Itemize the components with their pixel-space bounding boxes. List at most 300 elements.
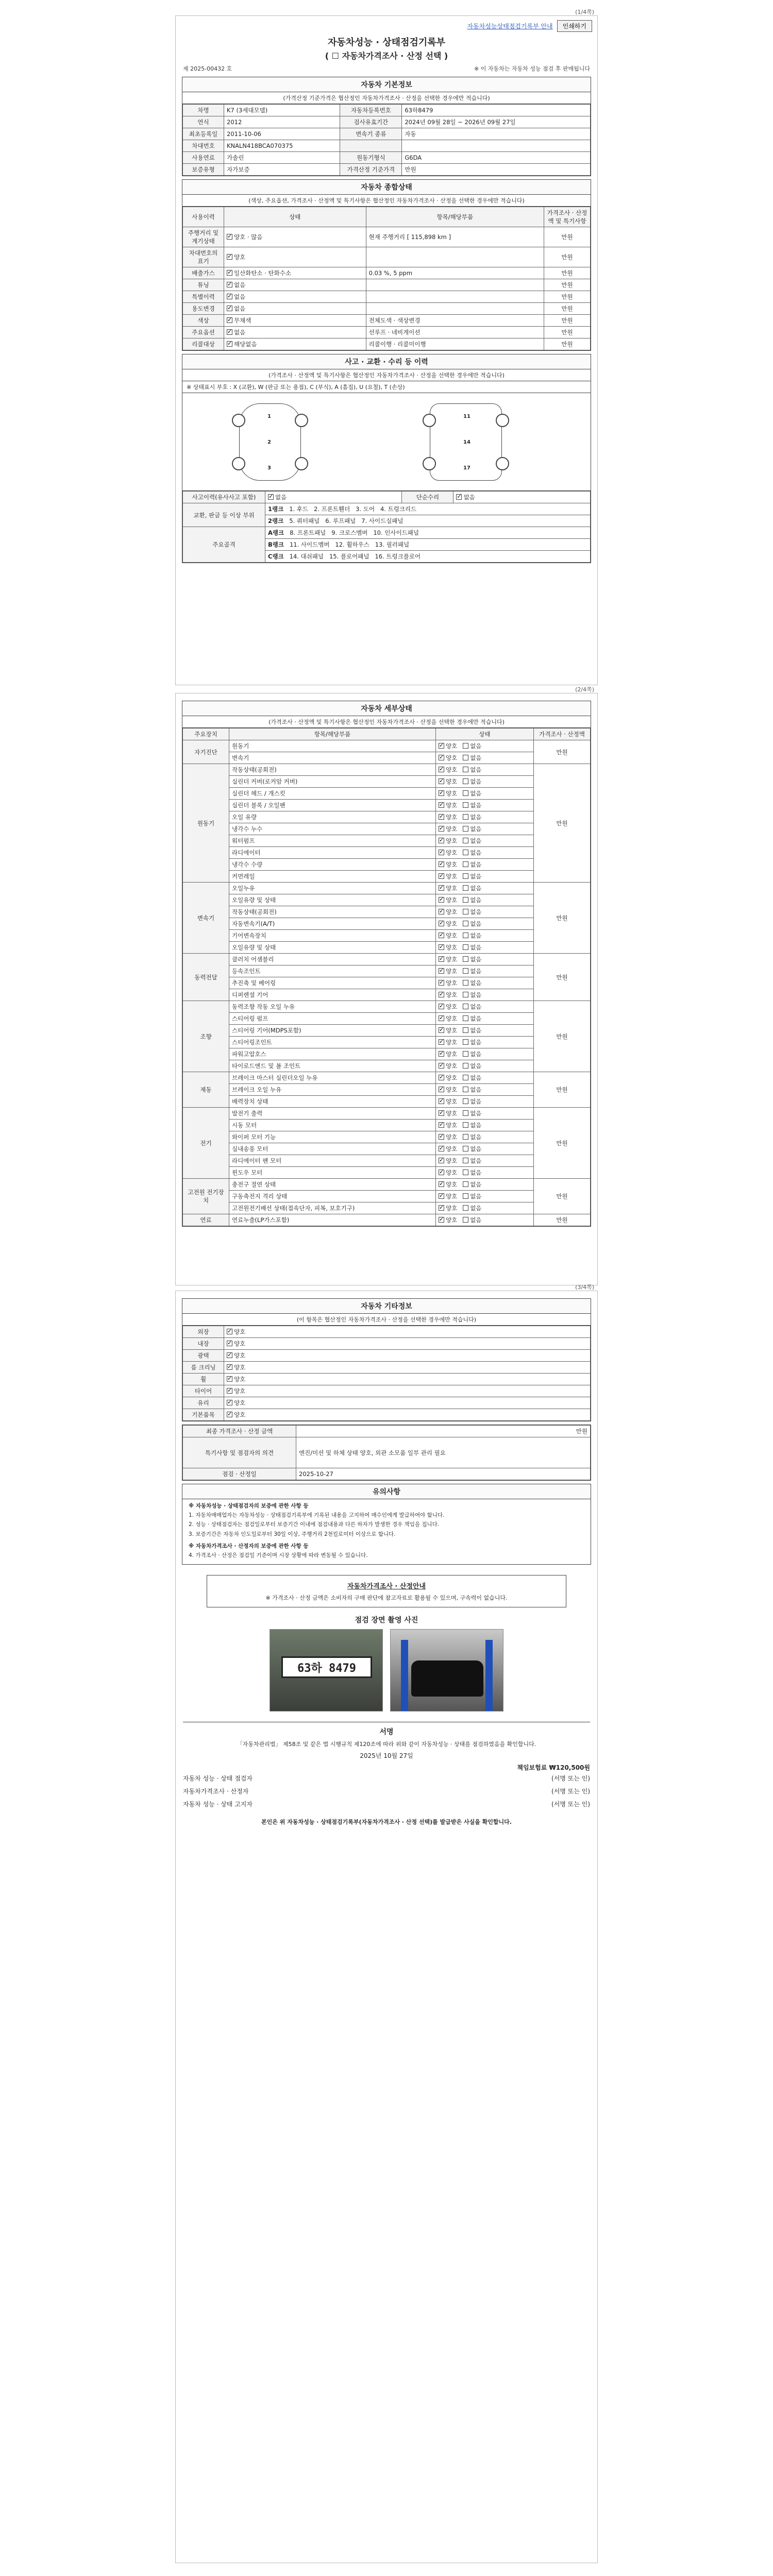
detail-item: 실내송풍 모터 — [229, 1143, 436, 1155]
frame-rank-c: C랭크 14. 대쉬패널 15. 플로어패널 16. 트렁크플로어 — [265, 551, 591, 563]
wheel-icon — [423, 457, 436, 470]
section-heading: 유의사항 — [182, 1484, 591, 1499]
wheel-icon — [232, 414, 245, 427]
detail-row — [183, 788, 591, 800]
detail-item: 클러치 어셈블리 — [229, 954, 436, 965]
part-number: 17 — [463, 465, 470, 471]
checkbox — [463, 1051, 468, 1057]
section-note: (색상, 주요옵션, 가격조사 · 산정액 및 특기사항은 협산정인 자동차가격조사 · 산정을 선택한 경우에만 적습니다) — [182, 195, 591, 207]
sign-row — [183, 1785, 590, 1798]
checkbox — [439, 909, 444, 914]
checkbox — [227, 270, 232, 276]
extra-state: ✓ 양호 — [224, 1409, 591, 1421]
field-label: 원동기형식 — [340, 152, 402, 164]
detail-state: ✓ 양호 없음 — [436, 752, 534, 764]
extra-row — [183, 1338, 591, 1350]
status-value: ✓ 없음 — [224, 303, 366, 315]
checkbox — [456, 494, 462, 500]
detail-state: ✓ 양호 없음 — [436, 1013, 534, 1025]
checkbox — [463, 956, 468, 962]
notice-item: 3. 보증기간은 자동차 인도일로부터 30일 이상, 주행거리 2천킬로미터 이상으로 합니다. — [189, 1531, 396, 1537]
status-table — [182, 207, 591, 350]
detail-row — [183, 1179, 591, 1191]
device-group: 원동기 — [183, 764, 229, 883]
record-page-1 — [175, 9, 598, 685]
price-cell: 만원 — [534, 1179, 591, 1214]
checkbox — [463, 980, 468, 986]
detail-state: ✓ 양호 없음 — [436, 1131, 534, 1143]
basic-info-row — [183, 116, 591, 128]
checkbox — [439, 861, 444, 867]
detail-state: ✓ 양호 없음 — [436, 1214, 534, 1226]
status-detail: 선루프 · 네비게이션 — [366, 327, 544, 338]
detail-item: 등속조인트 — [229, 965, 436, 977]
detail-item: 구동축전지 격리 상태 — [229, 1191, 436, 1202]
detail-row — [183, 847, 591, 859]
detail-row — [183, 894, 591, 906]
checkbox — [439, 885, 444, 891]
status-detail: 전체도색 · 색상변경 — [366, 315, 544, 327]
detail-row — [183, 1037, 591, 1048]
detail-state: ✓ 양호 없음 — [436, 1072, 534, 1084]
field-label: 자동차등록번호 — [340, 105, 402, 116]
legend-note: ※ 상태표시 부호 : X (교환), W (판금 또는 용접), C (부식), A (흠집), U (요철), T (손상) — [182, 381, 591, 393]
field-value: 자가보증 — [224, 164, 340, 176]
detail-row — [183, 1167, 591, 1179]
price-cell: 만원 — [534, 764, 591, 883]
device-group: 변속기 — [183, 883, 229, 954]
price-cell: 만원 — [534, 1108, 591, 1179]
detail-item: 스티어링 펌프 — [229, 1013, 436, 1025]
detail-state: ✓ 양호 없음 — [436, 930, 534, 942]
detail-state: ✓ 양호 없음 — [436, 965, 534, 977]
detail-state: ✓ 양호 없음 — [436, 918, 534, 930]
detail-state: ✓ 양호 없음 — [436, 1167, 534, 1179]
detail-state: ✓ 양호 없음 — [436, 800, 534, 811]
extra-table — [182, 1326, 591, 1421]
section-note: (이 항목은 협산정인 자동차가격조사 · 산정을 선택한 경우에만 적습니다) — [182, 1314, 591, 1326]
detail-item: 라디에이터 — [229, 847, 436, 859]
status-label: 주행거리 및 계기상태 — [183, 227, 224, 247]
status-detail: 리콜이행 · 리콜미이행 — [366, 338, 544, 350]
status-value: ✓ 일산화탄소 · 탄화수소 — [224, 267, 366, 279]
part-number: 11 — [463, 414, 470, 419]
guide-title: 자동차가격조사 · 산정안내 — [347, 1583, 426, 1591]
checkbox — [439, 1098, 444, 1104]
status-label: 용도변경 — [183, 303, 224, 315]
inspector-label: 자동차 성능 · 상태 점검자 — [183, 1775, 253, 1783]
print-button[interactable]: 인쇄하기 — [557, 20, 592, 32]
detail-row — [183, 835, 591, 847]
detail-row — [183, 776, 591, 788]
checkbox — [439, 1027, 444, 1033]
checkbox — [463, 838, 468, 843]
detail-state: ✓ 양호 없음 — [436, 1096, 534, 1108]
detail-item: 원동기 — [229, 740, 436, 752]
vehicle-diagram — [182, 393, 591, 491]
checkbox — [439, 1004, 444, 1009]
checkbox — [463, 814, 468, 820]
section-note: (가격조사 · 산정액 및 특기사항은 협산정인 자동차가격조사 · 산정을 선택한 경우에만 적습니다) — [182, 369, 591, 381]
status-detail — [366, 291, 544, 303]
registration-note: ※ 이 자동차는 자동차 성능 점검 후 판매됩니다 — [474, 65, 590, 72]
checkbox — [463, 778, 468, 784]
field-label — [340, 140, 402, 152]
status-row — [183, 247, 591, 267]
detail-row — [183, 942, 591, 954]
outer-rank2: 2랭크 5. 쿼터패널 6. 루프패널 7. 사이드실패널 — [265, 515, 591, 527]
field-value: 2024년 09월 28일 ~ 2026년 09월 27일 — [402, 116, 591, 128]
detail-item: 동력조향 작동 오일 누유 — [229, 1001, 436, 1013]
checkbox — [463, 1205, 468, 1211]
checkbox — [463, 1015, 468, 1021]
detail-state: ✓ 양호 없음 — [436, 1143, 534, 1155]
section-note: (가격조사 · 산정액 및 특기사항은 협산정인 자동차가격조사 · 산정을 선택한 경우에만 적습니다) — [182, 716, 591, 728]
detail-row — [183, 1202, 591, 1214]
detail-item: 작동상태(공회전) — [229, 906, 436, 918]
checkbox — [439, 1146, 444, 1151]
field-value: KNALN418BCA070375 — [224, 140, 340, 152]
detail-state: ✓ 양호 없음 — [436, 1108, 534, 1120]
inspection-date-label: 점검 · 산정일 — [183, 1468, 296, 1480]
checkbox — [439, 802, 444, 808]
status-label: 색상 — [183, 315, 224, 327]
notice-body — [182, 1499, 591, 1564]
detail-row — [183, 800, 591, 811]
detail-row — [183, 918, 591, 930]
wheel-icon — [295, 414, 308, 427]
field-value: 자동 — [402, 128, 591, 140]
checkbox — [463, 850, 468, 855]
detail-row — [183, 1131, 591, 1143]
record-page-3 — [175, 1284, 598, 2563]
checkbox — [463, 897, 468, 903]
detail-table — [182, 728, 591, 1226]
checkbox — [463, 1134, 468, 1140]
detail-state: ✓ 양호 없음 — [436, 883, 534, 894]
checkbox — [227, 1341, 232, 1346]
guide-text: ※ 가격조사 · 산정 금액은 소비자의 구매 판단에 참고자료로 활용될 수 있으며, 구속력이 없습니다. — [265, 1595, 508, 1602]
sign-mark: (서명 또는 인) — [551, 1801, 590, 1808]
section-heading: 자동차 세부상태 — [182, 701, 591, 716]
column-header: 주요장치 — [183, 728, 229, 740]
checkbox — [439, 1075, 444, 1080]
lift-post — [401, 1640, 408, 1711]
status-value: ✓ 해당없음 — [224, 338, 366, 350]
column-header: 상태 — [436, 728, 534, 740]
frame-label: 주요골격 — [183, 527, 265, 563]
tech-opinion-value: 엔진/미션 및 하체 상태 양호, 외관 소모품 일부 관리 필요 — [296, 1437, 591, 1468]
checkbox — [439, 790, 444, 796]
detail-item: 오일 유량 — [229, 811, 436, 823]
extra-label: 광택 — [183, 1350, 224, 1362]
price-cell: 만원 — [534, 1072, 591, 1108]
detail-item: 실린더 커버(로커암 커버) — [229, 776, 436, 788]
detail-state: ✓ 양호 없음 — [436, 894, 534, 906]
column-header: 상태 — [224, 207, 366, 227]
detail-row — [183, 1072, 591, 1084]
basic-info-table — [182, 104, 591, 176]
license-plate: 63하 8479 — [281, 1656, 372, 1678]
notice-item: 2. 성능 · 상태점검자는 점검일로부터 보증기간 이내에 점검내용과 다른 하자가 발생한 경우 책임을 집니다. — [189, 1521, 440, 1528]
field-value: G6DA — [402, 152, 591, 164]
detail-state: ✓ 양호 없음 — [436, 977, 534, 989]
detail-row — [183, 989, 591, 1001]
status-label: 리콜대상 — [183, 338, 224, 350]
status-row — [183, 303, 591, 315]
status-label: 특별이력 — [183, 291, 224, 303]
checkbox — [439, 933, 444, 938]
detail-item: 오일유량 및 상태 — [229, 894, 436, 906]
extra-label: 휠 — [183, 1374, 224, 1385]
field-label: 최초등록일 — [183, 128, 224, 140]
checkbox — [439, 992, 444, 997]
final-price-section — [182, 1425, 591, 1481]
checkbox — [463, 1087, 468, 1092]
sign-date: 2025년 10월 27일 — [360, 1752, 413, 1760]
status-detail: 현재 주행거리 [ 115,898 km ] — [366, 227, 544, 247]
checkbox — [439, 1170, 444, 1175]
checkbox — [439, 1039, 444, 1045]
status-value: ✓양호 · 많음 — [224, 227, 366, 247]
detail-state: ✓ 양호 없음 — [436, 1037, 534, 1048]
guide-link[interactable]: 자동차성능상태점검기록부 안내 — [467, 23, 553, 30]
checkbox — [463, 1181, 468, 1187]
checkbox — [439, 980, 444, 986]
field-value: 가솔린 — [224, 152, 340, 164]
checkbox — [227, 317, 232, 323]
extra-state: ✓ 양호 — [224, 1326, 591, 1338]
sign-mark: (서명 또는 인) — [551, 1775, 590, 1783]
checkbox — [439, 1087, 444, 1092]
detail-row — [183, 1214, 591, 1226]
detail-row — [183, 1001, 591, 1013]
checkbox — [463, 1193, 468, 1199]
detail-row — [183, 811, 591, 823]
column-header: 가격조사 · 산정액 및 특기사항 — [544, 207, 591, 227]
checkbox — [463, 743, 468, 749]
status-row — [183, 338, 591, 350]
checkbox — [463, 992, 468, 997]
extra-label: 타이어 — [183, 1385, 224, 1397]
checkbox — [463, 921, 468, 926]
signature-heading: 서명 — [183, 1722, 590, 1737]
detail-item: 윈도우 모터 — [229, 1167, 436, 1179]
checkbox — [227, 1376, 232, 1382]
detail-row — [183, 965, 591, 977]
detail-state: ✓ 양호 없음 — [436, 1025, 534, 1037]
field-label: 검사유효기간 — [340, 116, 402, 128]
price-cell: 만원 — [544, 267, 591, 279]
checkbox — [463, 968, 468, 974]
checkbox — [227, 254, 232, 260]
detail-state: ✓ 양호 없음 — [436, 859, 534, 871]
status-value: ✓ 무채색 — [224, 315, 366, 327]
detail-row — [183, 906, 591, 918]
record-page-2 — [175, 686, 598, 1285]
status-detail: 0.03 %, 5 ppm — [366, 267, 544, 279]
status-label: 튜닝 — [183, 279, 224, 291]
checkbox — [463, 1039, 468, 1045]
checkbox — [439, 778, 444, 784]
part-number: 1 — [267, 414, 271, 419]
wheel-icon — [496, 414, 509, 427]
column-header: 항목/해당부품 — [229, 728, 436, 740]
extra-state: ✓ 양호 — [224, 1338, 591, 1350]
checkbox — [463, 861, 468, 867]
extra-state: ✓ 양호 — [224, 1350, 591, 1362]
device-group: 자기진단 — [183, 740, 229, 764]
checkbox — [439, 944, 444, 950]
section-heading: 자동차 기타정보 — [182, 1299, 591, 1314]
simple-repair-label: 단순수리 — [402, 492, 453, 503]
checkbox — [439, 897, 444, 903]
checkbox — [439, 1015, 444, 1021]
detail-state: ✓ 양호 없음 — [436, 776, 534, 788]
detail-item: 실린더 헤드 / 개스킷 — [229, 788, 436, 800]
detail-state: ✓ 양호 없음 — [436, 847, 534, 859]
document-title: 자동차성능 · 상태점검기록부 — [327, 37, 446, 48]
checkbox — [439, 814, 444, 820]
detail-row — [183, 1048, 591, 1060]
checkbox — [439, 1193, 444, 1199]
wheel-icon — [295, 457, 308, 470]
checkbox — [463, 873, 468, 879]
page-number: (2/4쪽) — [575, 686, 594, 693]
detail-item: 추진축 및 베어링 — [229, 977, 436, 989]
toolbar — [176, 16, 597, 32]
overall-status-section — [182, 179, 591, 351]
detail-section — [182, 701, 591, 1227]
field-label: 가격산정 기준가격 — [340, 164, 402, 176]
detail-state: ✓ 양호 없음 — [436, 764, 534, 776]
detail-item: 충전구 절연 상태 — [229, 1179, 436, 1191]
extra-label: 유리 — [183, 1397, 224, 1409]
checkbox — [439, 743, 444, 749]
checkbox — [227, 329, 232, 335]
sign-mark: (서명 또는 인) — [551, 1788, 590, 1795]
extra-row — [183, 1350, 591, 1362]
detail-state: ✓ 양호 없음 — [436, 942, 534, 954]
checkbox — [439, 850, 444, 855]
device-group: 전기 — [183, 1108, 229, 1179]
status-value: ✓ 없음 — [224, 279, 366, 291]
checkbox — [227, 234, 232, 240]
checkbox — [463, 1122, 468, 1128]
detail-state: ✓ 양호 없음 — [436, 740, 534, 752]
tech-opinion-label: 특기사항 및 점검자의 의견 — [183, 1437, 296, 1468]
accident-history-value: ✓ 없음 — [265, 492, 402, 503]
checkbox — [227, 1400, 232, 1405]
detail-row — [183, 1120, 591, 1131]
notice-section — [182, 1484, 591, 1565]
detail-row — [183, 883, 591, 894]
checkbox — [439, 1158, 444, 1163]
field-value: 만원 — [402, 164, 591, 176]
checkbox — [227, 1352, 232, 1358]
detail-item: 브레이크 마스터 실린더오일 누유 — [229, 1072, 436, 1084]
checkbox — [463, 1146, 468, 1151]
accident-history-label: 사고이력(유사사고 포함) — [183, 492, 265, 503]
column-header: 가격조사 · 산정액 — [534, 728, 591, 740]
basic-info-row — [183, 164, 591, 176]
checkbox — [227, 1388, 232, 1394]
accident-table — [182, 491, 591, 563]
status-row — [183, 267, 591, 279]
extra-info-section — [182, 1298, 591, 1421]
price-cell: 만원 — [544, 338, 591, 350]
extra-row — [183, 1385, 591, 1397]
detail-item: 배력장치 상태 — [229, 1096, 436, 1108]
page-number: (3/4쪽) — [575, 1284, 594, 1291]
checkbox — [439, 1051, 444, 1057]
detail-state: ✓ 양호 없음 — [436, 954, 534, 965]
field-label: 차대번호 — [183, 140, 224, 152]
checkbox — [227, 1412, 232, 1417]
status-value: ✓ 없음 — [224, 327, 366, 338]
checkbox — [227, 294, 232, 299]
price-cell: 만원 — [544, 279, 591, 291]
checkbox — [463, 802, 468, 808]
field-value: 2012 — [224, 116, 340, 128]
checkbox — [439, 838, 444, 843]
extra-row — [183, 1362, 591, 1374]
extra-state: ✓ 양호 — [224, 1397, 591, 1409]
status-value: ✓ 없음 — [224, 291, 366, 303]
field-label: 사용연료 — [183, 152, 224, 164]
status-label: 주요옵션 — [183, 327, 224, 338]
field-label: 연식 — [183, 116, 224, 128]
sign-row — [183, 1798, 590, 1810]
checkbox — [227, 1364, 232, 1370]
sign-row — [183, 1772, 590, 1785]
accident-section — [182, 354, 591, 563]
detail-item: 자동변속기(A/T) — [229, 918, 436, 930]
status-detail — [366, 247, 544, 267]
frame-rank-b: B랭크 11. 사이드멤버 12. 휠하우스 13. 필러패널 — [265, 539, 591, 551]
detail-row — [183, 859, 591, 871]
checkbox — [463, 909, 468, 914]
detail-row — [183, 1060, 591, 1072]
registration-number: 제 2025-00432 호 — [183, 65, 232, 72]
extra-row — [183, 1374, 591, 1385]
price-cell: 만원 — [544, 227, 591, 247]
price-cell: 만원 — [534, 740, 591, 764]
detail-state: ✓ 양호 없음 — [436, 989, 534, 1001]
detail-item: 고전원전기배선 상태(접속단자, 피복, 보호기구) — [229, 1202, 436, 1214]
checkbox — [463, 790, 468, 796]
checkbox — [439, 755, 444, 760]
detail-item: 스티어링조인트 — [229, 1037, 436, 1048]
device-group: 동력전달 — [183, 954, 229, 1001]
basic-info-row — [183, 128, 591, 140]
checkbox — [227, 341, 232, 347]
final-price-unit: 만원 — [296, 1426, 591, 1437]
device-group: 고전원 전기장치 — [183, 1179, 229, 1214]
extra-state: ✓ 양호 — [224, 1362, 591, 1374]
basic-info-row — [183, 152, 591, 164]
checkbox — [463, 1110, 468, 1116]
section-heading: 사고 · 교환 · 수리 등 이력 — [182, 354, 591, 369]
detail-state: ✓ 양호 없음 — [436, 811, 534, 823]
document-meta — [176, 61, 597, 74]
detail-item: 와이퍼 모터 기능 — [229, 1131, 436, 1143]
checkbox — [463, 1098, 468, 1104]
detail-item: 오일유량 및 상태 — [229, 942, 436, 954]
car-silhouette — [411, 1660, 483, 1697]
checkbox — [463, 1217, 468, 1223]
extra-state: ✓ 양호 — [224, 1374, 591, 1385]
